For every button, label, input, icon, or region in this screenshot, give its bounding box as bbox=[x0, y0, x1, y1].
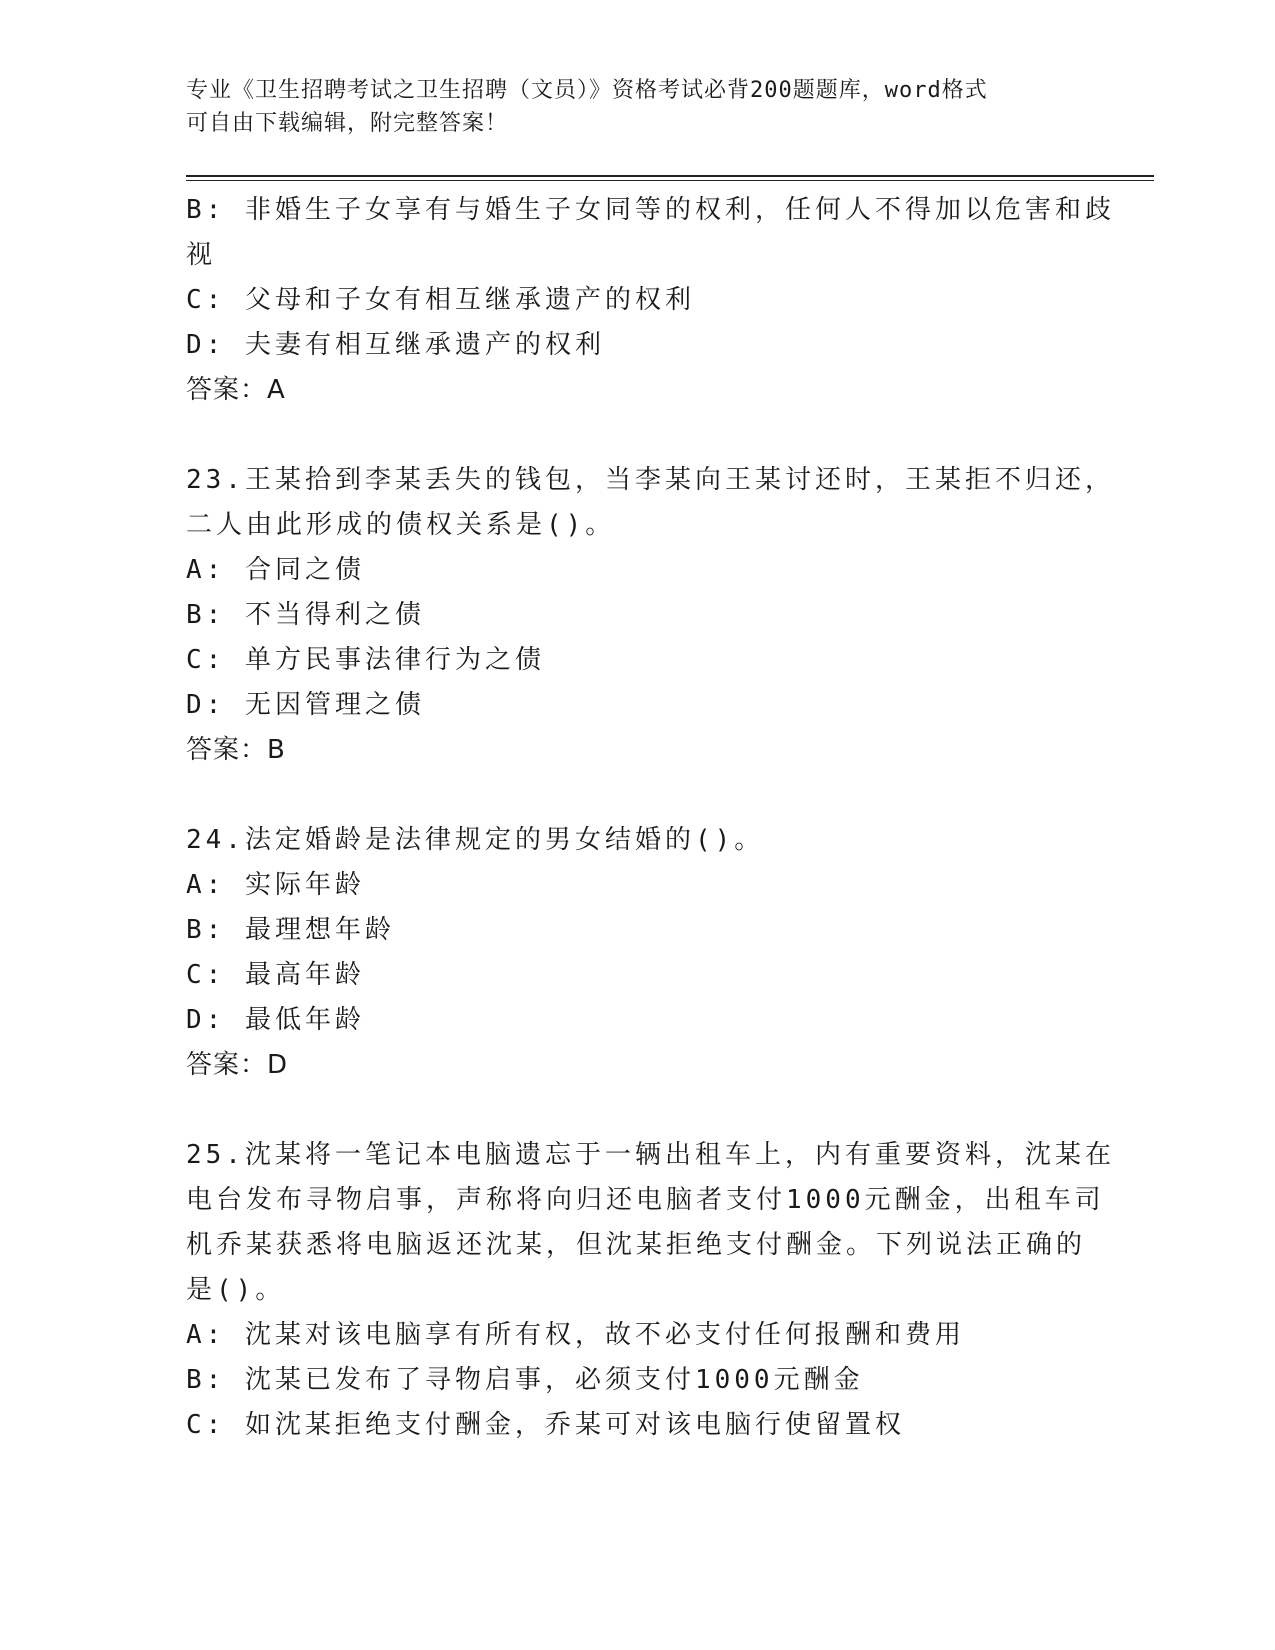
question-25 bbox=[186, 1133, 1115, 1448]
question-24 bbox=[186, 818, 1086, 1088]
question-spacer bbox=[186, 773, 1086, 818]
question-list bbox=[186, 188, 1115, 1448]
header-divider-thin bbox=[186, 180, 1154, 181]
option-c: C: 单方民事法律行为之债 bbox=[186, 645, 545, 675]
answer: 答案：B bbox=[186, 735, 286, 765]
option-d: D: 无因管理之债 bbox=[186, 690, 425, 720]
option-d: D: 最低年龄 bbox=[186, 1005, 365, 1035]
question-stem-line-1: 25.沈某将一笔记本电脑遗忘于一辆出租车上，内有重要资料，沈某在 bbox=[186, 1140, 1115, 1170]
question-stem-line-2: 二人由此形成的债权关系是()。 bbox=[186, 510, 616, 540]
question-stem-line-1: 24.法定婚龄是法律规定的男女结婚的()。 bbox=[186, 825, 765, 855]
question-spacer bbox=[186, 413, 1086, 458]
option-b-line-1: B: 非婚生子女享有与婚生子女同等的权利，任何人不得加以危害和歧 bbox=[186, 195, 1115, 225]
question-stem-line-4: 是()。 bbox=[186, 1275, 286, 1305]
answer: 答案：A bbox=[186, 375, 286, 405]
option-b: B: 最理想年龄 bbox=[186, 915, 395, 945]
question-23 bbox=[186, 458, 1115, 773]
question-22 bbox=[186, 188, 1115, 413]
option-b: B: 不当得利之债 bbox=[186, 600, 425, 630]
header-title-line-1: 专业《卫生招聘考试之卫生招聘（文员）》资格考试必背200题题库，word格式 bbox=[186, 78, 988, 103]
question-stem-line-3: 机乔某获悉将电脑返还沈某，但沈某拒绝支付酬金。下列说法正确的 bbox=[186, 1230, 1087, 1260]
header-divider-thick bbox=[186, 175, 1154, 177]
option-a: A: 沈某对该电脑享有所有权，故不必支付任何报酬和费用 bbox=[186, 1320, 965, 1350]
option-d: D: 夫妻有相互继承遗产的权利 bbox=[186, 330, 605, 360]
option-c: C: 如沈某拒绝支付酬金，乔某可对该电脑行使留置权 bbox=[186, 1410, 905, 1440]
header-title-line-2: 可自由下载编辑，附完整答案！ bbox=[186, 111, 509, 136]
option-a: A: 合同之债 bbox=[186, 555, 365, 585]
option-c: C: 父母和子女有相互继承遗产的权利 bbox=[186, 285, 695, 315]
question-stem-line-2: 电台发布寻物启事，声称将向归还电脑者支付1000元酬金，出租车司 bbox=[186, 1185, 1105, 1215]
option-a: A: 实际年龄 bbox=[186, 870, 365, 900]
option-c: C: 最高年龄 bbox=[186, 960, 365, 990]
option-b: B: 沈某已发布了寻物启事，必须支付1000元酬金 bbox=[186, 1365, 864, 1395]
question-spacer bbox=[186, 1088, 1086, 1133]
option-b-line-2: 视 bbox=[186, 240, 217, 270]
question-stem-line-1: 23.王某拾到李某丢失的钱包，当李某向王某讨还时，王某拒不归还， bbox=[186, 465, 1115, 495]
document-header bbox=[186, 74, 1086, 140]
answer: 答案：D bbox=[186, 1050, 289, 1080]
